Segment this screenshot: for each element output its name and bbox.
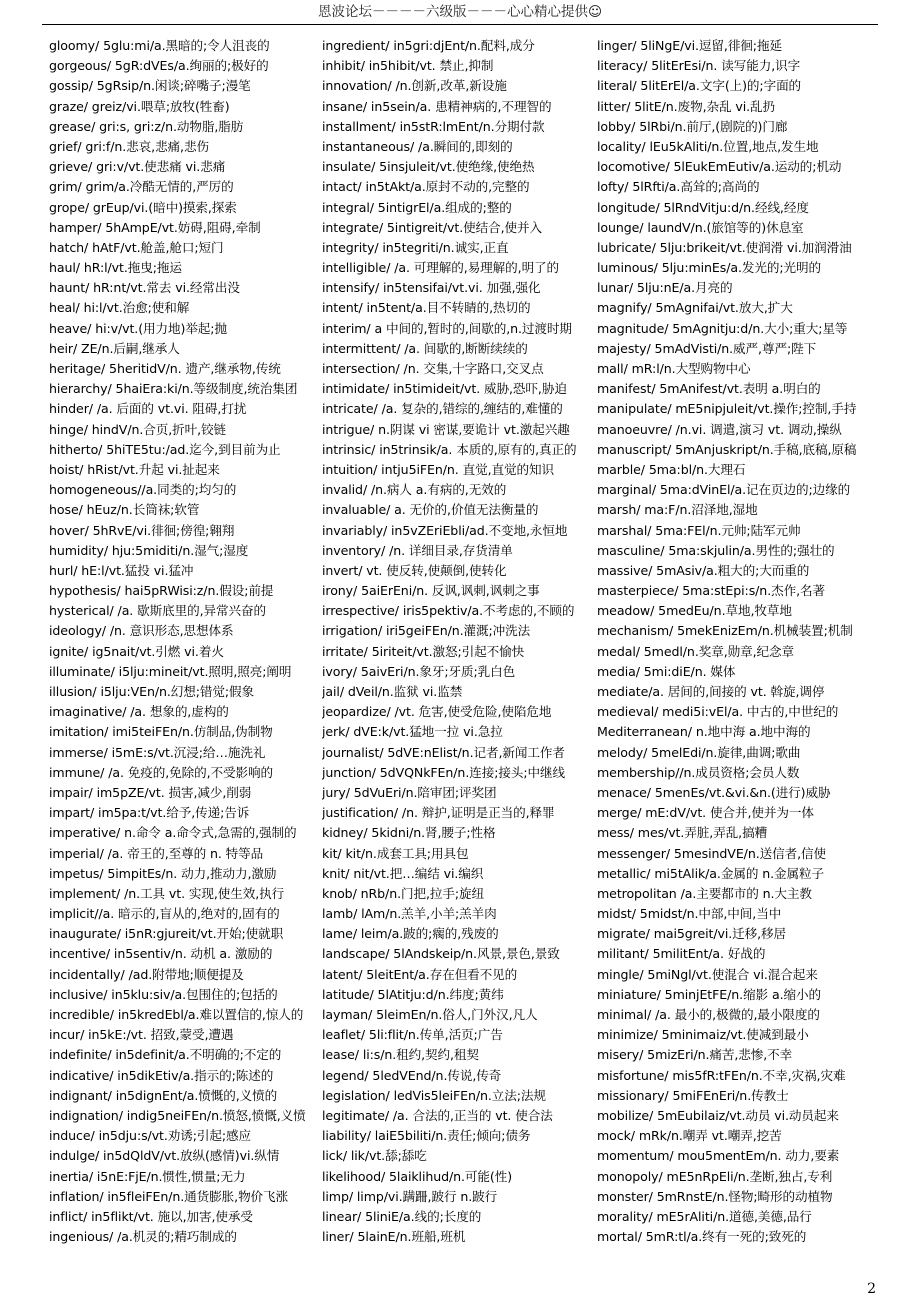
vocab-entry: jeopardize/ /vt. 危害,使受危险,使陷危地 [322, 704, 552, 720]
vocab-entry: heal/ hi:l/vt.治愈;使和解 [49, 300, 190, 316]
vocab-entry: miniature/ 5minjEtFE/n.缩影 a.缩小的 [597, 986, 821, 1002]
vocab-entry: monster/ 5mRnstE/n.怪物;畸形的动植物 [597, 1188, 833, 1204]
vocab-entry: migrate/ mai5greit/vi.迁移,移居 [597, 926, 787, 942]
vocab-entry: hamper/ 5hAmpE/vt.妨碍,阻碍,牵制 [49, 219, 261, 235]
vocab-entry: hose/ hEuz/n.长筒袜;软管 [49, 502, 200, 518]
vocab-entry: invalid/ /n.病人 a.有病的,无效的 [322, 482, 507, 498]
vocab-entry: liner/ 5lainE/n.班船,班机 [322, 1229, 466, 1245]
vocab-entry: hurl/ hE:l/vt.猛投 vi.猛冲 [49, 562, 194, 578]
vocab-entry: hatch/ hAtF/vt.舱盖,舱口;短门 [49, 239, 224, 255]
vocab-entry: lame/ leim/a.跛的;瘸的,残废的 [322, 926, 499, 942]
vocab-entry: indefinite/ in5definit/a.不明确的;不定的 [49, 1047, 282, 1063]
vocab-entry: mall/ mR:l/n.大型购物中心 [597, 361, 751, 376]
vocab-entry: inflation/ in5fleiFEn/n.通货膨胀,物价飞涨 [49, 1188, 289, 1204]
vocab-entry: knit/ nit/vt.把…编结 vi.编织 [322, 865, 484, 881]
vocab-entry: intelligible/ /a. 可理解的,易理解的,明了的 [322, 260, 560, 276]
vocab-entry: manifest/ 5mAnifest/vt.表明 a.明白的 [597, 381, 821, 397]
vocab-entry: midst/ 5midst/n.中部,中间,当中 [597, 906, 782, 922]
vocab-entry: insulate/ 5insjuleit/vt.使绝缘,使绝热 [322, 159, 535, 175]
vocab-entry: induce/ in5dju:s/vt.劝诱;引起;感应 [49, 1128, 252, 1144]
vocab-entry: implicit//a. 暗示的,盲从的,绝对的,固有的 [49, 906, 280, 922]
vocab-entry: massive/ 5mAsiv/a.粗大的;大而重的 [597, 562, 810, 578]
vocab-entry: mediate/a. 居间的,间接的 vt. 斡旋,调停 [597, 684, 825, 699]
vocab-entry: leaflet/ 5li:flit/n.传单,活页;广告 [322, 1027, 503, 1043]
vocab-entry: marginal/ 5ma:dVinEl/a.记在页边的;边缘的 [597, 482, 851, 498]
vocab-entry: intrigue/ n.阴谋 vi 密谋,要诡计 vt.激起兴趣 [322, 421, 570, 437]
vocab-entry: magnify/ 5mAgnifai/vt.放大,扩大 [597, 300, 793, 316]
vocab-entry: instantaneous/ /a.瞬间的,即刻的 [322, 138, 513, 154]
vocab-entry: Mediterranean/ n.地中海 a.地中海的 [597, 724, 811, 740]
vocab-entry: mortal/ 5mR:tl/a.终有一死的;致死的 [597, 1229, 807, 1245]
vocab-entry: luminous/ 5lju:minEs/a.发光的;光明的 [597, 260, 821, 276]
vocab-entry: magnitude/ 5mAgnitju:d/n.大小;重大;星等 [597, 320, 848, 336]
vocab-entry: marshal/ 5ma:FEl/n.元帅;陆军元帅 [597, 522, 801, 538]
vocab-entry: intricate/ /a. 复杂的,错综的,缠结的,难懂的 [322, 401, 563, 417]
vocab-entry: hinge/ hindV/n.合页,折叶,铰链 [49, 421, 227, 437]
vocab-entry: latent/ 5leitEnt/a.存在但看不见的 [322, 966, 518, 982]
vocab-entry: irrespective/ iris5pektiv/a.不考虑的,不顾的 [322, 603, 575, 619]
vocab-entry: graze/ greiz/vi.喂草;放牧(牲畜) [49, 98, 230, 114]
vocab-entry: legend/ 5ledVEnd/n.传说,传奇 [322, 1067, 502, 1083]
vocab-entry: manuscript/ 5mAnjuskript/n.手稿,底稿,原稿 [597, 441, 857, 457]
vocab-entry: haunt/ hR:nt/vt.常去 vi.经常出没 [49, 280, 240, 296]
vocab-column-2 [322, 36, 592, 1247]
vocab-entry: mechanism/ 5mekEnizEm/n.机械装置;机制 [597, 623, 853, 639]
vocab-entry: integrity/ in5tegriti/n.诚实,正直 [322, 239, 509, 255]
vocab-entry: irony/ 5aiErEni/n. 反讽,讽刺,讽刺之事 [322, 583, 540, 599]
vocab-entry: marble/ 5ma:bl/n.大理石 [597, 461, 746, 477]
vocab-entry: literal/ 5litErEl/a.文字(上)的;字面的 [597, 78, 802, 94]
vocab-column-3 [597, 36, 897, 1247]
vocab-entry: journalist/ 5dVE:nElist/n.记者,新闻工作者 [322, 744, 565, 760]
vocab-entry: junction/ 5dVQNkFEn/n.连接;接头;中继线 [322, 764, 565, 780]
vocab-entry: impart/ im5pa:t/vt.给予,传递;告诉 [49, 805, 250, 821]
vocab-entry: menace/ 5menEs/vt.&vi.&n.(进行)威胁 [597, 784, 831, 800]
vocab-entry: gloomy/ 5glu:mi/a.黑暗的;令人沮丧的 [49, 38, 270, 53]
vocab-entry: humidity/ hju:5miditi/n.湿气;湿度 [49, 542, 249, 558]
vocab-entry: intersection/ /n. 交集,十字路口,交叉点 [322, 361, 544, 376]
vocab-entry: jail/ dVeil/n.监狱 vi.监禁 [322, 684, 463, 699]
vocab-entry: inventory/ /n. 详细目录,存货清单 [322, 542, 513, 558]
vocab-entry: heave/ hi:v/vt.(用力地)举起;抛 [49, 320, 227, 336]
vocab-entry: intermittent/ /a. 间歇的,断断续续的 [322, 340, 528, 356]
vocab-entry: ivory/ 5aivEri/n.象牙;牙质;乳白色 [322, 663, 516, 679]
vocab-entry: homogeneous//a.同类的;均匀的 [49, 482, 237, 498]
vocab-entry: inaugurate/ i5nR:gjureit/vt.开始;使就职 [49, 926, 284, 942]
vocab-entry: intuition/ intju5iFEn/n. 直觉,直觉的知识 [322, 461, 554, 477]
vocab-entry: intimidate/ in5timideit/vt. 威胁,恐吓,胁迫 [322, 381, 567, 397]
vocab-entry: irritate/ 5iriteit/vt.激怒;引起不愉快 [322, 643, 525, 659]
vocab-entry: invaluable/ a. 无价的,价值无法衡量的 [322, 502, 539, 518]
vocab-entry: incidentally/ /ad.附带地;顺便提及 [49, 966, 244, 982]
vocab-entry: ingredient/ in5gri:djEnt/n.配料,成分 [322, 38, 535, 53]
vocab-entry: hover/ 5hRvE/vi.徘徊;傍徨;翱翔 [49, 522, 235, 538]
vocab-entry: marsh/ ma:F/n.沼泽地,湿地 [597, 502, 758, 518]
vocab-entry: lick/ lik/vt.舔;舔吃 [322, 1148, 427, 1164]
vocab-entry: hysterical/ /a. 歇斯底里的,异常兴奋的 [49, 603, 266, 619]
header-rule [42, 24, 878, 25]
vocab-entry: grope/ grEup/vi.(暗中)摸索,探索 [49, 199, 237, 215]
vocab-entry: impair/ im5pZE/vt. 损害,减少,削弱 [49, 784, 252, 800]
vocab-entry: manipulate/ mE5nipjuleit/vt.操作;控制,手持 [597, 401, 857, 417]
vocab-entry: indulge/ in5dQldV/vt.放纵(感情)vi.纵情 [49, 1148, 280, 1164]
vocab-entry: linear/ 5liniE/a.线的;长度的 [322, 1208, 482, 1224]
vocab-entry: indignation/ indig5neiFEn/n.愤怒,愤慨,义愤 [49, 1107, 306, 1123]
vocab-entry: grief/ gri:f/n.悲哀,悲痛,悲伤 [49, 138, 209, 154]
vocab-entry: ingenious/ /a.机灵的;精巧制成的 [49, 1229, 237, 1245]
vocab-entry: merge/ mE:dV/vt. 使合并,使并为一体 [597, 805, 814, 821]
vocab-entry: membership//n.成员资格;会员人数 [597, 764, 800, 780]
vocab-entry: mingle/ 5miNgl/vt.使混合 vi.混合起来 [597, 966, 818, 982]
vocab-entry: immerse/ i5mE:s/vt.沉浸;给…施洗礼 [49, 744, 266, 760]
vocab-entry: intent/ in5tent/a.目不转睛的,热切的 [322, 300, 531, 316]
vocab-entry: kit/ kit/n.成套工具;用具包 [322, 845, 469, 861]
vocab-entry: morality/ mE5rAliti/n.道德,美德,品行 [597, 1208, 812, 1224]
page-header: 恩波论坛－－－－六级版－－－心心精心提供☺ [317, 4, 603, 20]
vocab-entry: minimal/ /a. 最小的,极微的,最小限度的 [597, 1007, 820, 1022]
vocab-entry: invert/ vt. 使反转,使颠倒,使转化 [322, 562, 507, 578]
vocab-entry: installment/ in5stR:lmEnt/n.分期付款 [322, 118, 545, 134]
vocab-entry: lunar/ 5lju:nE/a.月亮的 [597, 280, 733, 296]
vocab-entry: intrinsic/ in5trinsik/a. 本质的,原有的,真正的 [322, 441, 577, 457]
vocab-entry: indignant/ in5dignEnt/a.愤慨的,义愤的 [49, 1087, 278, 1103]
vocab-entry: justification/ /n. 辩护,证明是正当的,释罪 [322, 805, 555, 821]
vocab-entry: intact/ in5tAkt/a.原封不动的,完整的 [322, 179, 530, 195]
vocab-entry: masculine/ 5ma:skjulin/a.男性的;强壮的 [597, 542, 835, 558]
vocab-entry: mess/ mes/vt.弄脏,弄乱,搞糟 [597, 825, 768, 841]
vocab-entry: intensify/ in5tensifai/vt.vi. 加强,强化 [322, 280, 541, 296]
vocab-entry: lounge/ laundV/n.(旅馆等的)休息室 [597, 219, 804, 235]
vocab-entry: ideology/ /n. 意识形态,思想体系 [49, 623, 234, 639]
page-number: 2 [867, 1281, 876, 1297]
vocab-entry: integrate/ 5intigreit/vt.使结合,使并入 [322, 219, 543, 235]
vocab-entry: liability/ laiE5biliti/n.责任;倾向;债务 [322, 1128, 531, 1144]
vocab-entry: grease/ gri:s, gri:z/n.动物脂,脂肪 [49, 118, 244, 134]
vocab-entry: gossip/ 5gRsip/n.闲谈;碎嘴子;漫笔 [49, 78, 251, 94]
vocab-entry: grieve/ gri:v/vt.使悲痛 vi.悲痛 [49, 159, 226, 175]
vocab-entry: imaginative/ /a. 想象的,虚构的 [49, 704, 229, 720]
vocab-entry: impetus/ 5impitEs/n. 动力,推动力,激励 [49, 865, 277, 881]
vocab-entry: literacy/ 5litErEsi/n. 读写能力,识字 [597, 58, 801, 74]
vocab-entry: haul/ hR:l/vt.拖曳;拖运 [49, 260, 182, 276]
vocab-entry: lamb/ lAm/n.羔羊,小羊;羔羊肉 [322, 906, 497, 922]
vocab-entry: linger/ 5liNgE/vi.逗留,徘徊;拖延 [597, 38, 782, 53]
vocab-entry: messenger/ 5mesindVE/n.送信者,信使 [597, 845, 826, 861]
vocab-entry: lease/ li:s/n.租约,契约,租契 [322, 1047, 479, 1063]
vocab-entry: misfortune/ mis5fR:tFEn/n.不幸,灾祸,灾难 [597, 1067, 846, 1083]
vocab-entry: latitude/ 5lAtitju:d/n.纬度;黄纬 [322, 986, 504, 1002]
vocab-entry: innovation/ /n.创新,改革,新设施 [322, 78, 507, 94]
vocab-entry: mobilize/ 5mEubilaiz/vt.动员 vi.动员起来 [597, 1107, 839, 1123]
vocab-entry: irrigation/ iri5geiFEn/n.灌溉;冲洗法 [322, 623, 531, 639]
vocab-entry: lubricate/ 5lju:brikeit/vt.使润滑 vi.加润滑油 [597, 239, 852, 255]
vocab-entry: melody/ 5melEdi/n.旋律,曲调;歌曲 [597, 744, 801, 760]
vocab-entry: interim/ a 中间的,暂时的,间歇的,n.过渡时期 [322, 320, 572, 336]
vocab-entry: misery/ 5mizEri/n.痛苦,悲惨,不幸 [597, 1047, 793, 1063]
vocab-entry: lobby/ 5lRbi/n.前厅,(剧院的)门廊 [597, 118, 788, 134]
vocab-entry: hinder/ /a. 后面的 vt.vi. 阻碍,打扰 [49, 401, 247, 417]
vocab-entry: missionary/ 5miFEnEri/n.传教士 [597, 1087, 789, 1103]
vocab-entry: locality/ lEu5kAliti/n.位置,地点,发生地 [597, 138, 819, 154]
vocab-entry: majesty/ 5mAdVisti/n.威严,尊严;陛下 [597, 340, 817, 356]
vocab-entry: legitimate/ /a. 合法的,正当的 vt. 使合法 [322, 1107, 553, 1123]
vocab-entry: jury/ 5dVuEri/n.陪审团;评奖团 [322, 784, 497, 800]
vocab-entry: invariably/ in5vZEriEbli/ad.不变地,永恒地 [322, 522, 568, 538]
vocab-entry: immune/ /a. 免疫的,免除的,不受影响的 [49, 764, 273, 780]
vocab-entry: monopoly/ mE5nRpEli/n.垄断,独占,专利 [597, 1168, 833, 1184]
vocab-entry: inclusive/ in5klu:siv/a.包围住的;包括的 [49, 986, 278, 1002]
vocab-entry: illuminate/ i5lju:mineit/vt.照明,照亮;阐明 [49, 663, 292, 679]
vocab-entry: inertia/ i5nE:FjE/n.惯性,惯量;无力 [49, 1168, 246, 1184]
vocab-entry: limp/ limp/vi.蹒跚,跛行 n.跛行 [322, 1188, 498, 1204]
vocab-entry: militant/ 5militEnt/a. 好战的 [597, 946, 766, 962]
vocab-entry: longitude/ 5lRndVitju:d/n.经线,经度 [597, 199, 809, 215]
vocab-entry: medal/ 5medl/n.奖章,勋章,纪念章 [597, 643, 794, 659]
vocab-entry: medieval/ medi5i:vEl/a. 中古的,中世纪的 [597, 704, 839, 720]
vocab-entry: hoist/ hRist/vt.升起 vi.扯起来 [49, 461, 220, 477]
vocab-entry: manoeuvre/ /n.vi. 调遣,演习 vt. 调动,操纵 [597, 421, 842, 437]
vocab-column-1 [49, 36, 315, 1247]
vocab-entry: mock/ mRk/n.嘲弄 vt.嘲弄,挖苦 [597, 1128, 782, 1144]
vocab-entry: metallic/ mi5tAlik/a.金属的 n.金属粒子 [597, 865, 824, 881]
vocab-entry: hypothesis/ hai5pRWisi:z/n.假设;前提 [49, 583, 274, 599]
vocab-entry: imperative/ n.命令 a.命令式,急需的,强制的 [49, 825, 297, 841]
vocab-entry: illusion/ i5lju:VEn/n.幻想;错觉;假象 [49, 684, 255, 699]
vocab-entry: metropolitan /a.主要都市的 n.大主教 [597, 885, 812, 901]
vocab-entry: hierarchy/ 5haiEra:ki/n.等级制度,统治集团 [49, 381, 298, 397]
vocab-entry: likelihood/ 5laiklihud/n.可能(性) [322, 1168, 513, 1184]
vocab-entry: locomotive/ 5lEukEmEutiv/a.运动的;机动 [597, 159, 842, 175]
vocab-entry: imperial/ /a. 帝王的,至尊的 n. 特等品 [49, 845, 264, 861]
vocab-entry: kidney/ 5kidni/n.肾,腰子;性格 [322, 825, 496, 841]
vocab-entry: ignite/ ig5nait/vt.引燃 vi.着火 [49, 643, 224, 659]
vocab-entry: implement/ /n.工具 vt. 实现,使生效,执行 [49, 885, 285, 901]
vocab-entry: hitherto/ 5hiTE5tu:/ad.迄今,到目前为止 [49, 441, 281, 457]
vocab-entry: imitation/ imi5teiFEn/n.仿制品,伪制物 [49, 724, 273, 740]
vocab-entry: incredible/ in5kredEbl/a.难以置信的,惊人的 [49, 1007, 304, 1022]
vocab-entry: meadow/ 5medEu/n.草地,牧草地 [597, 603, 792, 619]
vocab-entry: heir/ ZE/n.后嗣,继承人 [49, 340, 180, 356]
vocab-entry: legislation/ ledVis5leiFEn/n.立法;法规 [322, 1087, 546, 1103]
vocab-entry: jerk/ dVE:k/vt.猛地一拉 vi.急拉 [322, 724, 503, 740]
vocab-entry: layman/ 5leimEn/n.俗人,门外汉,凡人 [322, 1007, 538, 1022]
vocab-entry: integral/ 5intigrEl/a.组成的;整的 [322, 199, 512, 215]
vocab-entry: heritage/ 5heritidV/n. 遗产,继承物,传统 [49, 361, 281, 376]
vocab-entry: inflict/ in5flikt/vt. 施以,加害,使承受 [49, 1208, 253, 1224]
vocab-entry: minimize/ 5minimaiz/vt.使减到最小 [597, 1027, 809, 1043]
vocab-entry: landscape/ 5lAndskeip/n.风景,景色,景致 [322, 946, 560, 962]
vocab-entry: incentive/ in5sentiv/n. 动机 a. 激励的 [49, 946, 273, 962]
vocab-entry: inhibit/ in5hibit/vt. 禁止,抑制 [322, 58, 494, 74]
vocab-entry: lofty/ 5lRfti/a.高耸的;高尚的 [597, 179, 760, 195]
vocab-entry: insane/ in5sein/a. 患精神病的,不理智的 [322, 98, 552, 114]
vocab-entry: indicative/ in5dikEtiv/a.指示的;陈述的 [49, 1067, 274, 1083]
vocab-entry: media/ 5mi:diE/n. 媒体 [597, 663, 736, 679]
vocab-entry: momentum/ mou5mentEm/n. 动力,要素 [597, 1148, 840, 1164]
vocab-entry: gorgeous/ 5gR:dVEs/a.绚丽的;极好的 [49, 58, 269, 74]
vocab-entry: incur/ in5kE:/vt. 招致,蒙受,遭遇 [49, 1027, 234, 1043]
vocab-entry: masterpiece/ 5ma:stEpi:s/n.杰作,名著 [597, 583, 825, 599]
vocab-entry: litter/ 5litE/n.废物,杂乱 vi.乱扔 [597, 98, 776, 114]
vocab-entry: knob/ nRb/n.门把,拉手;旋纽 [322, 885, 484, 901]
vocab-entry: grim/ grim/a.冷酷无情的,严厉的 [49, 179, 234, 195]
